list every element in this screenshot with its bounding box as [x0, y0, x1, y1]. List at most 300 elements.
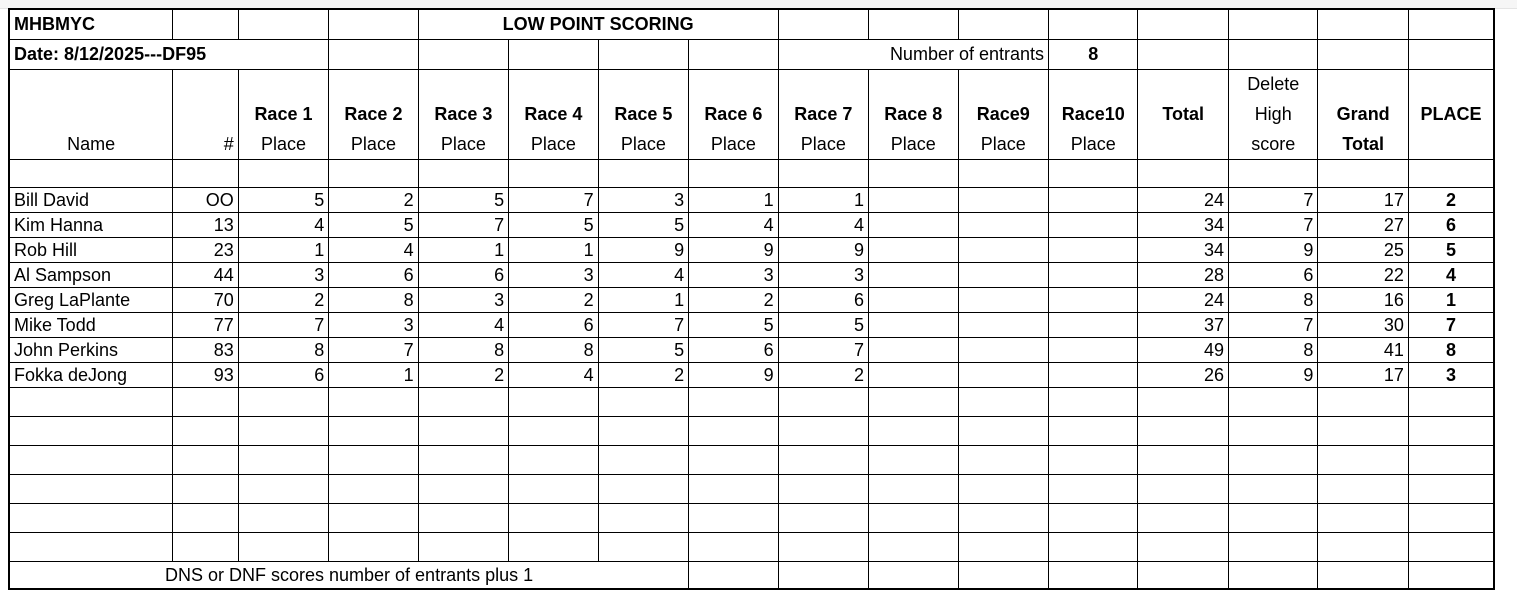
cell — [778, 445, 868, 474]
cell — [509, 445, 598, 474]
final-place: 1 — [1408, 287, 1494, 312]
cell — [1228, 503, 1317, 532]
sail-number: 70 — [173, 287, 238, 312]
cell — [1228, 39, 1317, 69]
deleted-high-score: 8 — [1228, 337, 1317, 362]
cell — [173, 9, 238, 39]
cell — [1049, 9, 1138, 39]
sail-number: 23 — [173, 237, 238, 262]
deleted-high-score: 8 — [1228, 287, 1317, 312]
cell — [1049, 561, 1138, 589]
cell — [9, 503, 173, 532]
table-row — [9, 337, 1494, 362]
cell — [958, 445, 1048, 474]
cell — [9, 445, 173, 474]
race-1-place: 7 — [238, 312, 328, 337]
grand-total: 27 — [1318, 212, 1408, 237]
sailor-name: Al Sampson — [9, 262, 173, 287]
cell — [329, 69, 418, 99]
title-row — [9, 9, 1494, 39]
cell — [418, 445, 508, 474]
total-score: 28 — [1138, 262, 1228, 287]
race-1-place: 3 — [238, 262, 328, 287]
cell — [598, 39, 688, 69]
race-6-place: 9 — [689, 237, 778, 262]
table-row — [9, 362, 1494, 387]
place-header: PLACE — [1408, 99, 1494, 129]
cell — [1318, 561, 1408, 589]
total-score: 34 — [1138, 237, 1228, 262]
race-1-place: 8 — [238, 337, 328, 362]
cell — [173, 69, 238, 99]
cell — [778, 503, 868, 532]
header-row-c — [9, 129, 1494, 159]
cell — [1318, 445, 1408, 474]
cell — [1408, 445, 1494, 474]
race-10-place — [1049, 212, 1138, 237]
cell — [1228, 532, 1317, 561]
race-4-place: 2 — [509, 287, 598, 312]
cell — [1049, 474, 1138, 503]
race-1-place: 4 — [238, 212, 328, 237]
race-3-place: 8 — [418, 337, 508, 362]
sailor-name: Mike Todd — [9, 312, 173, 337]
table-row — [9, 312, 1494, 337]
grand-total: 22 — [1318, 262, 1408, 287]
scoring-title: LOW POINT SCORING — [418, 9, 778, 39]
race-7-place: 7 — [778, 337, 868, 362]
grand-header-2: Total — [1318, 129, 1408, 159]
race-3-place: 1 — [418, 237, 508, 262]
entrants-label: Number of entrants — [778, 39, 1048, 69]
cell — [598, 503, 688, 532]
cell — [1228, 387, 1317, 416]
grand-total: 30 — [1318, 312, 1408, 337]
place-sub-6: Place — [689, 129, 778, 159]
table-row — [9, 187, 1494, 212]
footer-row — [9, 561, 1494, 589]
cell — [1228, 445, 1317, 474]
cell — [958, 69, 1048, 99]
race-2-place: 2 — [329, 187, 418, 212]
cell — [869, 503, 958, 532]
cell — [1408, 387, 1494, 416]
race-2-place: 4 — [329, 237, 418, 262]
cell — [329, 474, 418, 503]
place-sub-9: Place — [958, 129, 1048, 159]
cell — [778, 9, 868, 39]
cell — [1049, 159, 1138, 187]
club-name: MHBMYC — [9, 9, 173, 39]
cell — [598, 532, 688, 561]
race-3-place: 5 — [418, 187, 508, 212]
cell — [173, 416, 238, 445]
cell — [689, 503, 778, 532]
spacer-row — [9, 159, 1494, 187]
cell — [1318, 532, 1408, 561]
race-7-place: 2 — [778, 362, 868, 387]
name-header: Name — [9, 129, 173, 159]
deleted-high-score: 6 — [1228, 262, 1317, 287]
race-header-3: Race 3 — [418, 99, 508, 129]
sailor-name: Fokka deJong — [9, 362, 173, 387]
race-9-place — [958, 287, 1048, 312]
race-1-place: 6 — [238, 362, 328, 387]
deleted-high-score: 7 — [1228, 187, 1317, 212]
scoring-sheet — [8, 8, 1495, 590]
race-2-place: 3 — [329, 312, 418, 337]
cell — [598, 474, 688, 503]
cell — [9, 416, 173, 445]
cell — [173, 445, 238, 474]
cell — [689, 445, 778, 474]
race-7-place: 3 — [778, 262, 868, 287]
cell — [238, 474, 328, 503]
empty-row — [9, 387, 1494, 416]
cell — [1049, 503, 1138, 532]
cell — [1318, 9, 1408, 39]
cell — [598, 445, 688, 474]
cell — [1138, 387, 1228, 416]
deleted-high-score: 7 — [1228, 212, 1317, 237]
grand-total: 41 — [1318, 337, 1408, 362]
cell — [238, 387, 328, 416]
race-5-place: 4 — [598, 262, 688, 287]
cell — [509, 159, 598, 187]
final-place: 4 — [1408, 262, 1494, 287]
race-10-place — [1049, 337, 1138, 362]
total-score: 37 — [1138, 312, 1228, 337]
cell — [173, 159, 238, 187]
race-10-place — [1049, 187, 1138, 212]
place-sub-1: Place — [238, 129, 328, 159]
header-row-a — [9, 69, 1494, 99]
cell — [509, 532, 598, 561]
cell — [1138, 39, 1228, 69]
sailor-name: Kim Hanna — [9, 212, 173, 237]
race-2-place: 6 — [329, 262, 418, 287]
race-3-place: 2 — [418, 362, 508, 387]
cell — [1408, 503, 1494, 532]
cell — [418, 387, 508, 416]
cell — [1049, 445, 1138, 474]
race-9-place — [958, 237, 1048, 262]
cell — [689, 532, 778, 561]
cell — [1049, 416, 1138, 445]
cell — [689, 39, 778, 69]
race-10-place — [1049, 312, 1138, 337]
race-6-place: 6 — [689, 337, 778, 362]
cell — [598, 387, 688, 416]
table-row — [9, 287, 1494, 312]
place-sub-8: Place — [869, 129, 958, 159]
cell — [1318, 159, 1408, 187]
race-7-place: 1 — [778, 187, 868, 212]
cell — [329, 159, 418, 187]
empty-row — [9, 445, 1494, 474]
sail-number: 13 — [173, 212, 238, 237]
race-8-place — [869, 337, 958, 362]
cell — [778, 561, 868, 589]
cell — [1228, 474, 1317, 503]
race-5-place: 5 — [598, 337, 688, 362]
cell — [869, 416, 958, 445]
cell — [1138, 503, 1228, 532]
grand-total: 16 — [1318, 287, 1408, 312]
cell — [238, 503, 328, 532]
cell — [418, 416, 508, 445]
place-sub-5: Place — [598, 129, 688, 159]
total-score: 34 — [1138, 212, 1228, 237]
sail-number: 77 — [173, 312, 238, 337]
race-2-place: 8 — [329, 287, 418, 312]
race-8-place — [869, 212, 958, 237]
entrants-count: 8 — [1049, 39, 1138, 69]
cell — [778, 159, 868, 187]
race-2-place: 1 — [329, 362, 418, 387]
cell — [509, 503, 598, 532]
race-4-place: 8 — [509, 337, 598, 362]
race-6-place: 3 — [689, 262, 778, 287]
cell — [173, 474, 238, 503]
cell — [689, 69, 778, 99]
cell — [869, 9, 958, 39]
cell — [1228, 561, 1317, 589]
empty-row — [9, 532, 1494, 561]
cell — [418, 159, 508, 187]
cell — [1049, 387, 1138, 416]
sailor-name: John Perkins — [9, 337, 173, 362]
race-header-9: Race9 — [958, 99, 1048, 129]
cell — [418, 532, 508, 561]
sail-number: 93 — [173, 362, 238, 387]
final-place: 7 — [1408, 312, 1494, 337]
cell — [1138, 416, 1228, 445]
grand-total: 25 — [1318, 237, 1408, 262]
cell — [958, 416, 1048, 445]
delete-header-2: High — [1228, 99, 1317, 129]
cell — [1228, 159, 1317, 187]
race-8-place — [869, 287, 958, 312]
cell — [869, 69, 958, 99]
cell — [598, 159, 688, 187]
cell — [869, 445, 958, 474]
race-3-place: 3 — [418, 287, 508, 312]
empty-row — [9, 503, 1494, 532]
cell — [689, 159, 778, 187]
race-6-place: 9 — [689, 362, 778, 387]
cell — [1408, 39, 1494, 69]
grand-total: 17 — [1318, 187, 1408, 212]
cell — [1318, 69, 1408, 99]
race-4-place: 7 — [509, 187, 598, 212]
cell — [958, 387, 1048, 416]
cell — [1228, 416, 1317, 445]
race-6-place: 4 — [689, 212, 778, 237]
cell — [509, 416, 598, 445]
final-place: 8 — [1408, 337, 1494, 362]
cell — [689, 474, 778, 503]
final-place: 6 — [1408, 212, 1494, 237]
race-10-place — [1049, 262, 1138, 287]
empty-row — [9, 474, 1494, 503]
scoring-table — [8, 8, 1495, 590]
table-row — [9, 212, 1494, 237]
total-score: 49 — [1138, 337, 1228, 362]
race-9-place — [958, 312, 1048, 337]
race-9-place — [958, 187, 1048, 212]
cell — [173, 503, 238, 532]
cell — [509, 474, 598, 503]
cell — [1138, 445, 1228, 474]
cell — [329, 9, 418, 39]
race-header-4: Race 4 — [509, 99, 598, 129]
cell — [1138, 9, 1228, 39]
cell — [329, 445, 418, 474]
race-5-place: 5 — [598, 212, 688, 237]
race-header-10: Race10 — [1049, 99, 1138, 129]
race-3-place: 6 — [418, 262, 508, 287]
sail-number: 83 — [173, 337, 238, 362]
race-3-place: 7 — [418, 212, 508, 237]
race-1-place: 1 — [238, 237, 328, 262]
race-9-place — [958, 362, 1048, 387]
cell — [238, 445, 328, 474]
cell — [9, 159, 173, 187]
race-8-place — [869, 237, 958, 262]
race-8-place — [869, 262, 958, 287]
cell — [689, 561, 778, 589]
cell — [1318, 387, 1408, 416]
deleted-high-score: 9 — [1228, 237, 1317, 262]
race-5-place: 2 — [598, 362, 688, 387]
deleted-high-score: 9 — [1228, 362, 1317, 387]
cell — [238, 416, 328, 445]
place-sub-4: Place — [509, 129, 598, 159]
cell — [9, 532, 173, 561]
final-place: 5 — [1408, 237, 1494, 262]
race-4-place: 1 — [509, 237, 598, 262]
deleted-high-score: 7 — [1228, 312, 1317, 337]
race-5-place: 7 — [598, 312, 688, 337]
sail-number: 44 — [173, 262, 238, 287]
race-7-place: 4 — [778, 212, 868, 237]
cell — [418, 474, 508, 503]
cell — [173, 532, 238, 561]
cell — [1408, 532, 1494, 561]
cell — [778, 532, 868, 561]
race-2-place: 7 — [329, 337, 418, 362]
cell — [418, 503, 508, 532]
race-1-place: 5 — [238, 187, 328, 212]
date-row — [9, 39, 1494, 69]
cell — [689, 416, 778, 445]
final-place: 2 — [1408, 187, 1494, 212]
race-4-place: 4 — [509, 362, 598, 387]
cell — [778, 416, 868, 445]
grand-header-1: Grand — [1318, 99, 1408, 129]
cell — [958, 9, 1048, 39]
cell — [958, 503, 1048, 532]
cell — [9, 387, 173, 416]
cell — [598, 69, 688, 99]
cell — [1138, 474, 1228, 503]
place-sub-10: Place — [1049, 129, 1138, 159]
race-10-place — [1049, 362, 1138, 387]
cell — [958, 532, 1048, 561]
cell — [1228, 9, 1317, 39]
race-5-place: 3 — [598, 187, 688, 212]
cell — [778, 69, 868, 99]
cell — [1408, 159, 1494, 187]
race-10-place — [1049, 287, 1138, 312]
race-6-place: 2 — [689, 287, 778, 312]
delete-header-3: score — [1228, 129, 1317, 159]
race-header-7: Race 7 — [778, 99, 868, 129]
delete-header-1: Delete — [1228, 69, 1317, 99]
race-header-5: Race 5 — [598, 99, 688, 129]
race-2-place: 5 — [329, 212, 418, 237]
cell — [778, 474, 868, 503]
total-header: Total — [1138, 99, 1228, 129]
cell — [869, 159, 958, 187]
cell — [509, 39, 598, 69]
race-4-place: 5 — [509, 212, 598, 237]
cell — [1049, 69, 1138, 99]
cell — [1318, 416, 1408, 445]
cell — [509, 387, 598, 416]
cell — [1408, 474, 1494, 503]
cell — [238, 9, 328, 39]
cell — [689, 387, 778, 416]
cell — [1138, 69, 1228, 99]
sail-number: OO — [173, 187, 238, 212]
cell — [869, 561, 958, 589]
empty-row — [9, 416, 1494, 445]
cell — [1138, 532, 1228, 561]
sailor-name: Bill David — [9, 187, 173, 212]
race-8-place — [869, 362, 958, 387]
race-8-place — [869, 187, 958, 212]
race-9-place — [958, 262, 1048, 287]
sailor-name: Rob Hill — [9, 237, 173, 262]
header-row-b — [9, 99, 1494, 129]
cell — [418, 69, 508, 99]
race-4-place: 3 — [509, 262, 598, 287]
cell — [329, 503, 418, 532]
cell — [958, 561, 1048, 589]
place-sub-3: Place — [418, 129, 508, 159]
total-score: 24 — [1138, 187, 1228, 212]
cell — [1138, 129, 1228, 159]
table-row — [9, 262, 1494, 287]
race-header-8: Race 8 — [869, 99, 958, 129]
cell — [1408, 561, 1494, 589]
cell — [778, 387, 868, 416]
cell — [1318, 503, 1408, 532]
table-row — [9, 237, 1494, 262]
cell — [1408, 129, 1494, 159]
place-sub-7: Place — [778, 129, 868, 159]
cell — [329, 532, 418, 561]
race-8-place — [869, 312, 958, 337]
cell — [1408, 9, 1494, 39]
race-10-place — [1049, 237, 1138, 262]
cell — [329, 39, 418, 69]
total-score: 26 — [1138, 362, 1228, 387]
cell — [238, 532, 328, 561]
race-6-place: 1 — [689, 187, 778, 212]
